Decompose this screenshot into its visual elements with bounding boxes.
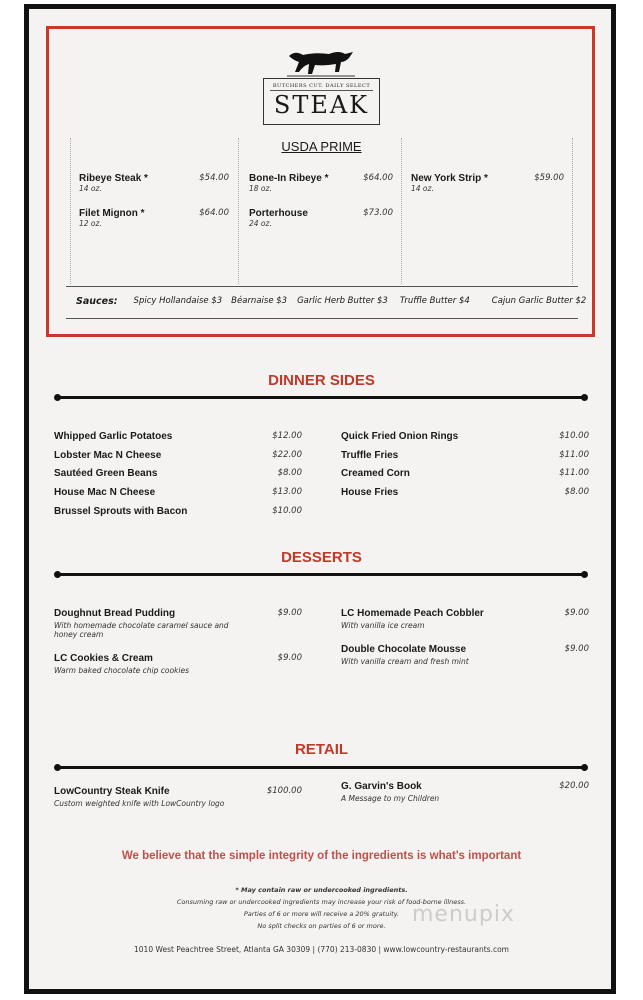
note: No split checks on parties of 6 or more. xyxy=(257,922,386,930)
item-desc: Warm baked chocolate chip cookies xyxy=(54,666,189,675)
tagline: We believe that the simple integrity of the ingredients is what's important xyxy=(121,850,522,862)
item-size: 14 oz. xyxy=(411,184,434,193)
bull-logo-icon xyxy=(285,46,357,80)
item-name: Brussel Sprouts with Bacon xyxy=(54,505,188,517)
item-name: Porterhouse xyxy=(249,208,308,219)
item-price: $11.00 xyxy=(559,468,589,479)
item-desc: With vanilla ice cream xyxy=(341,621,425,630)
menu-item xyxy=(54,450,302,461)
usda-prime-title: USDA PRIME xyxy=(281,139,362,154)
divider xyxy=(66,318,578,319)
section-title-dinner-sides: DINNER SIDES xyxy=(268,372,375,389)
section-title-desserts: DESSERTS xyxy=(281,549,362,566)
item-name: Creamed Corn xyxy=(341,468,410,480)
logo-title: STEAK xyxy=(273,91,370,119)
menu-item xyxy=(249,208,393,228)
menu-item xyxy=(54,487,302,498)
menu-item xyxy=(341,431,589,442)
menu-item xyxy=(54,608,302,639)
section-rule xyxy=(56,573,586,576)
item-size: 12 oz. xyxy=(79,219,102,228)
section-rule xyxy=(56,396,586,399)
item-price: $59.00 xyxy=(534,173,564,183)
item-size: 18 oz. xyxy=(249,184,272,193)
item-price: $8.00 xyxy=(277,468,302,479)
steak-logo xyxy=(263,78,380,125)
item-desc: A Message to my Children xyxy=(341,794,440,803)
item-name: G. Garvin's Book xyxy=(341,781,422,792)
item-name: Doughnut Bread Pudding xyxy=(54,608,176,619)
item-desc: With homemade chocolate caramel sauce and honey cream xyxy=(54,621,229,639)
menu-item xyxy=(54,506,302,517)
menu-item xyxy=(341,608,589,630)
item-price: $13.00 xyxy=(272,487,302,498)
item-name: Ribeye Steak * xyxy=(79,173,148,184)
note: Parties of 6 or more will receive a 20% gratuity. xyxy=(243,910,400,918)
item-price: $54.00 xyxy=(199,173,229,183)
sauce: Cajun Garlic Butter $2 xyxy=(491,296,587,306)
item-price: $12.00 xyxy=(272,431,302,441)
menu-item xyxy=(54,468,302,479)
note: Consuming raw or undercooked ingredients may increase your risk of food-borne illness. xyxy=(176,898,467,906)
column-divider xyxy=(238,138,239,284)
item-name: Truffle Fries xyxy=(341,449,399,461)
section-title-retail: RETAIL xyxy=(294,741,349,758)
item-name: LowCountry Steak Knife xyxy=(54,786,170,797)
item-name: Lobster Mac N Cheese xyxy=(54,449,162,461)
menu-item xyxy=(341,450,589,461)
item-price: $10.00 xyxy=(559,431,589,441)
menu-item xyxy=(341,468,589,479)
item-name: Whipped Garlic Potatoes xyxy=(54,431,173,442)
menu-item xyxy=(341,781,589,803)
item-price: $64.00 xyxy=(363,173,393,183)
sauce: Béarnaise $3 xyxy=(231,296,288,306)
item-size: 24 oz. xyxy=(249,219,272,228)
item-name: Filet Mignon * xyxy=(79,208,145,219)
item-price: $64.00 xyxy=(199,208,229,218)
sauce: Garlic Herb Butter $3 xyxy=(297,296,388,306)
menu-item xyxy=(79,208,229,228)
menu-item xyxy=(54,786,302,808)
item-name: New York Strip * xyxy=(411,173,488,184)
column-divider xyxy=(401,138,402,284)
item-price: $9.00 xyxy=(564,644,589,654)
divider xyxy=(66,286,578,287)
sauces-label: Sauces: xyxy=(76,296,118,307)
item-price: $11.00 xyxy=(559,449,589,460)
item-name: Sautéed Green Beans xyxy=(54,468,158,480)
menu-item xyxy=(341,644,589,666)
item-price: $8.00 xyxy=(564,487,589,498)
item-desc: With vanilla cream and fresh mint xyxy=(341,657,469,666)
item-name: Quick Fried Onion Rings xyxy=(341,431,459,442)
item-desc: Custom weighted knife with LowCountry logo xyxy=(54,799,225,808)
menu-item xyxy=(54,653,302,675)
item-price: $100.00 xyxy=(266,786,302,796)
item-price: $20.00 xyxy=(559,781,589,791)
menu-item xyxy=(411,173,564,193)
menu-item xyxy=(249,173,393,193)
item-name: House Mac N Cheese xyxy=(54,487,156,499)
item-price: $9.00 xyxy=(564,608,589,618)
menu-item xyxy=(79,173,229,193)
item-price: $73.00 xyxy=(363,208,393,218)
sauce: Truffle Butter $4 xyxy=(399,296,470,306)
item-name: Bone-In Ribeye * xyxy=(249,173,329,184)
item-name: LC Homemade Peach Cobbler xyxy=(341,608,484,619)
item-name: LC Cookies & Cream xyxy=(54,653,153,664)
logo-subtitle: BUTCHERS CUT. DAILY SELECT xyxy=(270,83,373,91)
item-price: $10.00 xyxy=(272,505,302,516)
address-line: 1010 West Peachtree Street, Atlanta GA 30309 | (770) 213-0830 | www.lowcountry-restaurants.com xyxy=(134,945,509,954)
note: * May contain raw or undercooked ingredients. xyxy=(235,886,408,894)
item-price: $9.00 xyxy=(277,608,302,618)
sauce: Spicy Hollandaise $3 xyxy=(133,296,223,306)
watermark: menupix xyxy=(412,902,515,927)
column-divider xyxy=(70,138,71,284)
item-name: Double Chocolate Mousse xyxy=(341,644,467,655)
item-size: 14 oz. xyxy=(79,184,102,193)
item-price: $22.00 xyxy=(272,449,302,460)
section-rule xyxy=(56,766,586,769)
menu-item xyxy=(341,487,589,498)
item-price: $9.00 xyxy=(277,653,302,663)
column-divider xyxy=(572,138,573,284)
item-name: House Fries xyxy=(341,487,399,499)
menu-item xyxy=(54,431,302,442)
sauces-row xyxy=(76,296,586,307)
